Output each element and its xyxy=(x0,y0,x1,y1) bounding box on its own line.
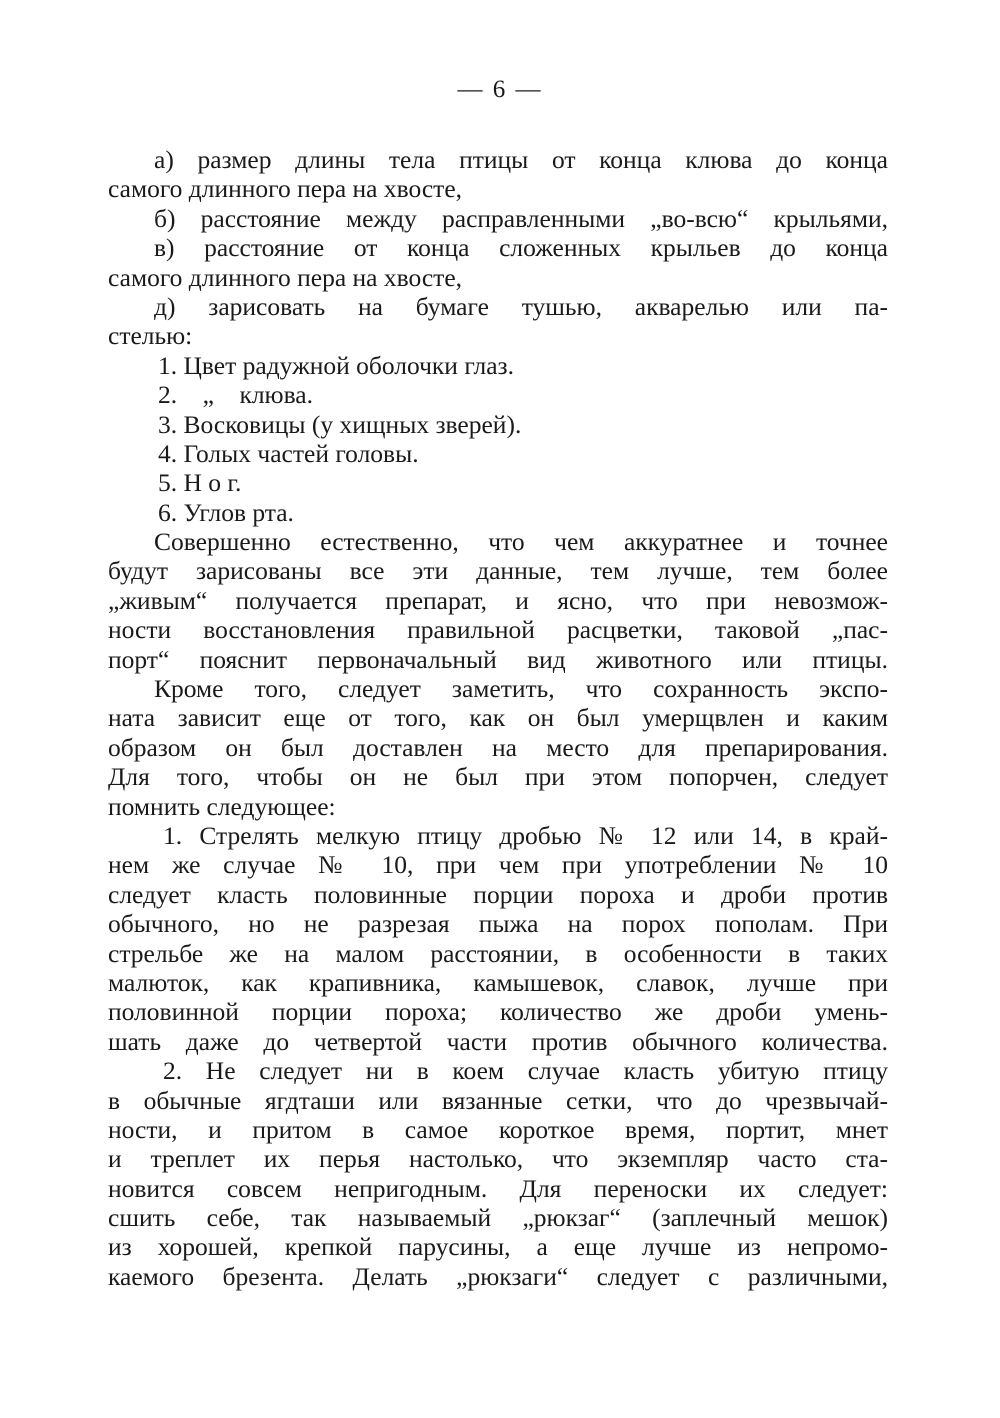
text-line: шать даже до четвертой части против обычного количества. xyxy=(108,1026,888,1056)
text-line: каемого брезента. Делать „рюкзаги“ следует с различными, xyxy=(108,1261,888,1291)
text-line: 4. Голых частей головы. xyxy=(158,438,419,468)
text-line: обычного, но не разрезая пыжа на порох пополам. При xyxy=(108,909,888,939)
text-line: Кроме того, следует заметить, что сохранность экспо- xyxy=(154,674,888,704)
text-line: ната зависит еще от того, как он был умерщвлен и каким xyxy=(108,703,888,733)
text-line: сшить себе, так называемый „рюкзаг“ (заплечный мешок) xyxy=(108,1203,888,1233)
text-line: Совершенно естественно, что чем аккуратнее и точнее xyxy=(154,527,888,557)
text-line: 2. „ клюва. xyxy=(158,380,314,410)
text-line: будут зарисованы все эти данные, тем лучше, тем более xyxy=(108,556,888,586)
text-line: самого длинного пера на хвосте, xyxy=(108,262,463,292)
text-line: половинной порции пороха; количество же дроби умень- xyxy=(108,997,888,1027)
text-line: следует класть половинные порции пороха и дроби против xyxy=(108,879,888,909)
text-line: и треплет их перья настолько, что экземпляр часто ста- xyxy=(108,1144,888,1174)
text-line: в обычные ягдташи или вязанные сетки, что до чрезвычай- xyxy=(108,1085,888,1115)
text-line: б) расстояние между расправленными „во-всю“ крыльями, xyxy=(154,203,888,233)
text-line: стелью: xyxy=(108,321,193,351)
text-line: „живым“ получается препарат, и ясно, что при невозмож- xyxy=(108,585,888,615)
page-number: — 6 — xyxy=(457,76,543,103)
text-line: 1. Цвет радужной оболочки глаз. xyxy=(158,350,514,380)
text-line: из хорошей, крепкой парусины, а еще лучше из непромо- xyxy=(108,1232,888,1262)
text-line: самого длинного пера на хвосте, xyxy=(108,174,463,204)
text-line: помнить следующее: xyxy=(108,791,336,821)
text-line: Для того, чтобы он не был при этом попорчен, следует xyxy=(108,762,888,792)
text-line: 6. Углов рта. xyxy=(158,497,294,527)
text-line: стрельбе же на малом расстоянии, в особенности в таких xyxy=(108,938,888,968)
text-line: 2. Не следует ни в коем случае класть убитую птицу xyxy=(163,1056,888,1086)
text-line: малюток, как крапивника, камышевок, славок, лучше при xyxy=(108,967,888,997)
text-line: порт“ пояснит первоначальный вид животного или птицы. xyxy=(108,644,888,674)
text-line: в) расстояние от конца сложенных крыльев до конца xyxy=(154,233,888,263)
text-line: ности, и притом в самое короткое время, портит, мнет xyxy=(108,1114,888,1144)
text-line: 1. Стрелять мелкую птицу дробью № 12 или 14, в край- xyxy=(163,820,888,850)
text-line: нем же случае № 10, при чем при употреблении № 10 xyxy=(108,850,888,880)
text-line: новится совсем непригодным. Для переноски их следует: xyxy=(108,1173,888,1203)
text-line: образом он был доставлен на место для препарирования. xyxy=(108,732,888,762)
text-line: ности восстановления правильной расцветки, таковой „пас- xyxy=(108,615,888,645)
text-line: 3. Восковицы (у хищных зверей). xyxy=(158,409,522,439)
body-text xyxy=(108,145,888,1291)
text-line: 5. Н о г. xyxy=(158,468,242,498)
text-line: а) размер длины тела птицы от конца клюва до конца xyxy=(154,145,888,174)
text-line: д) зарисовать на бумаге тушью, акварелью или па- xyxy=(154,291,888,321)
